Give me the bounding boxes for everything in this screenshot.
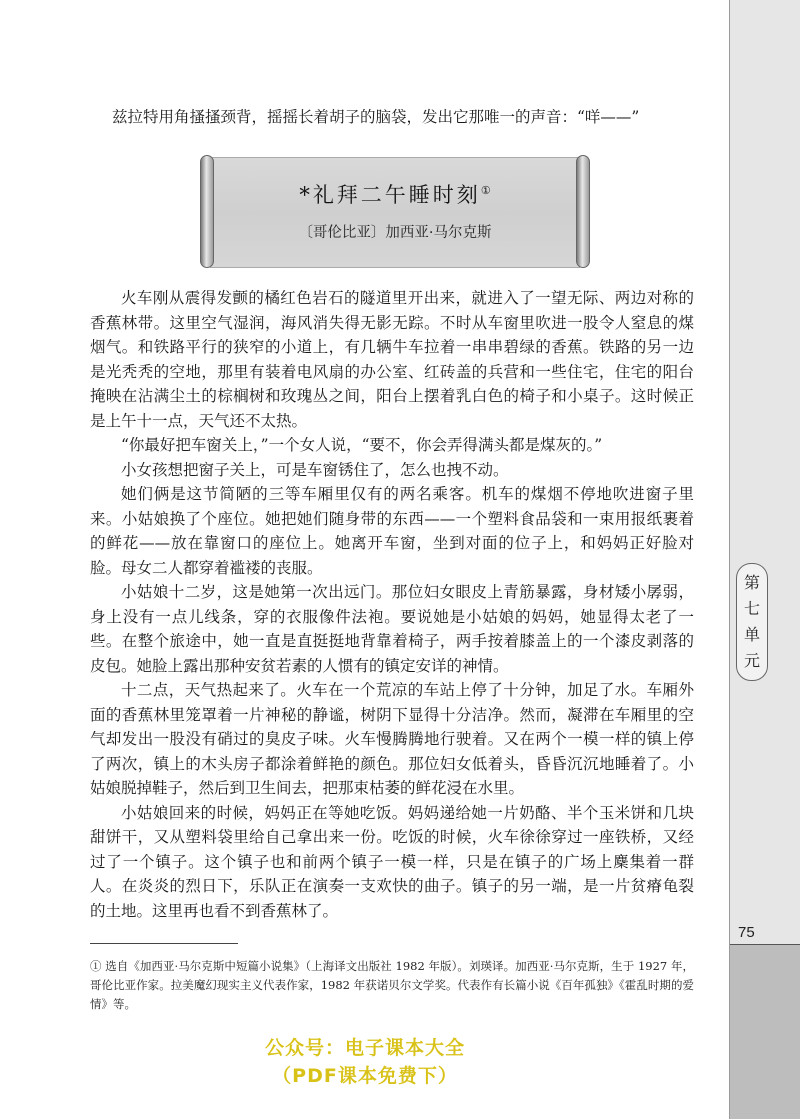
unit-tab [736,563,768,681]
paragraph: 小姑娘十二岁，这是她第一次出远门。那位妇女眼皮上青筋暴露，身材矮小孱弱，身上没有一点儿线条，穿的衣服像件法袍。要说她是小姑娘的妈妈，她显得太老了一些。在整个旅途中，她一直是直挺挺地背靠着椅子，两手按着膝盖上的一个漆皮剥落的皮包。她脸上露出那种安贫若素的人惯有的镇定安详的神情。 [90,583,694,675]
intro-line: 兹拉特用角搔搔颈背，摇摇长着胡子的脑袋，发出它那唯一的声音：“咩——” [112,108,640,126]
watermark-line: 公众号：电子课本大全 [264,1037,465,1059]
footnote-rule [90,943,238,944]
story-title [200,179,590,209]
footnote: ① 选自《加西亚·马尔克斯中短篇小说集》（上海译文出版社 1982 年版）。刘瑛译。加西亚·马尔克斯，生于 1927 年，哥伦比亚作家。拉美魔幻现实主义代表作家，1982 年获诺贝尔文学奖。代表作有长篇小说《百年孤独》《霍乱时期的爱情》等。 [90,959,694,1011]
page-number-rule [730,944,800,945]
story-body [90,286,694,923]
unit-tab-char: 元 [743,651,760,670]
watermark-line: （PDF课本免费下） [272,1065,458,1087]
unit-tab-char: 第 [743,573,760,592]
side-margin-strip-bottom [730,945,800,1119]
title-scroll-banner [200,155,590,268]
story-title-text: *礼拜二午睡时刻 [299,183,481,207]
side-margin-border [729,0,730,1119]
scroll-roll-left [200,155,214,268]
watermark [0,1034,730,1090]
page-number: 75 [738,924,755,941]
scroll-body [210,157,580,268]
paragraph: “你最好把车窗关上，”一个女人说，“要不，你会弄得满头都是煤灰的。” [121,436,603,454]
unit-tab-char: 单 [743,625,760,644]
paragraph: 小女孩想把窗子关上，可是车窗锈住了，怎么也拽不动。 [121,460,509,479]
paragraph: 她们俩是这节简陋的三等车厢里仅有的两名乘客。机车的煤烟不停地吹进窗子里来。小姑娘换了个座位。她把她们随身带的东西——一个塑料食品袋和一束用报纸裹着的鲜花——放在靠窗口的座位上。她离开车窗，坐到对面的位子上，和妈妈正好脸对脸。母女二人都穿着褴褛的丧服。 [90,485,694,577]
paragraph: 十二点，天气热起来了。火车在一个荒凉的车站上停了十分钟，加足了水。车厢外面的香蕉林里笼罩着一片神秘的静谧，树阴下显得十分洁净。然而，凝滞在车厢里的空气却发出一股没有硝过的臭皮子味。火车慢腾腾地行驶着。又在两个一模一样的镇上停了两次，镇上的木头房子都涂着鲜艳的颜色。那位妇女低着头，昏昏沉沉地睡着了。小姑娘脱掉鞋子，然后到卫生间去，把那束枯萎的鲜花浸在水里。 [90,681,694,797]
scroll-roll-right [576,155,590,268]
paragraph: 小姑娘回来的时候，妈妈正在等她吃饭。妈妈递给她一片奶酪、半个玉米饼和几块甜饼干，又从塑料袋里给自己拿出来一份。吃饭的时候，火车徐徐穿过一座铁桥，又经过了一个镇子。这个镇子也和前两个镇子一模一样，只是在镇子的广场上麇集着一群人。在炎炎的烈日下，乐队正在演奏一支欢快的曲子。镇子的另一端，是一片贫瘠龟裂的土地。这里再也看不到香蕉林了。 [90,803,694,920]
footnote-mark: ① [480,184,491,197]
unit-tab-char: 七 [743,599,760,618]
paragraph: 火车刚从震得发颤的橘红色岩石的隧道里开出来，就进入了一望无际、两边对称的香蕉林带。这里空气湿润，海风消失得无影无踪。不时从车窗里吹进一股令人窒息的煤烟气。和铁路平行的狭窄的小道上，有几辆牛车拉着一串串碧绿的香蕉。铁路的另一边是光秃秃的空地，那里有装着电风扇的办公室、红砖盖的兵营和一些住宅，住宅的阳台掩映在沾满尘土的棕榈树和玫瑰丛之间，阳台上摆着乳白色的椅子和小桌子。这时候正是上午十一点，天气还不太热。 [90,289,694,430]
story-author: 〔哥伦比亚〕加西亚·马尔克斯 [298,225,492,241]
